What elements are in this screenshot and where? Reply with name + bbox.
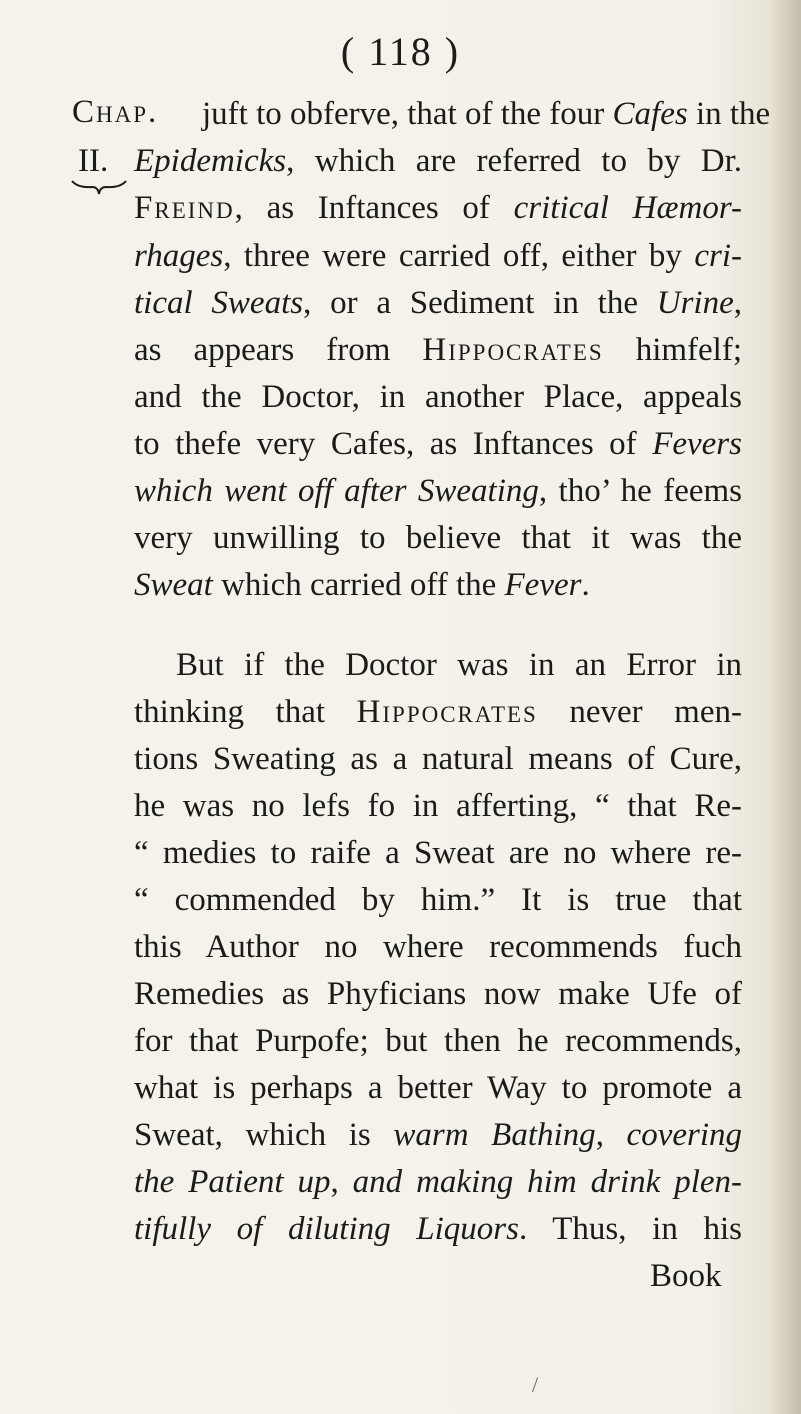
text-line-8 bbox=[134, 424, 742, 464]
text-line-9 bbox=[134, 471, 742, 511]
text-line-11 bbox=[134, 565, 590, 605]
text-line-12 bbox=[176, 645, 742, 685]
text-line-4 bbox=[134, 236, 742, 276]
line-8-italic: Fevers bbox=[652, 426, 742, 462]
line-6-smallcaps: Hippocrates bbox=[422, 332, 604, 368]
text-line-10 bbox=[134, 518, 742, 558]
text-line-20 bbox=[134, 1021, 742, 1061]
chapter-label: Chap. bbox=[72, 94, 159, 130]
chapter-number: II. bbox=[78, 143, 109, 179]
line-20-text: for that Purpofe; but then he recommends, bbox=[134, 1023, 742, 1059]
text-line-5 bbox=[134, 283, 742, 323]
line-2-text: , which are referred to by Dr. bbox=[286, 143, 742, 179]
line-3-text: , as Inftances of bbox=[234, 190, 514, 226]
catchword bbox=[650, 1256, 722, 1296]
catchword-text: Book bbox=[650, 1258, 722, 1294]
line-15-text: he was no lefs fo in afferting, “ that Re- bbox=[134, 788, 742, 824]
line-9-text: , tho’ he feems bbox=[538, 473, 742, 509]
text-line-2 bbox=[134, 141, 742, 181]
line-17-text: “ commended by him.” It is true that bbox=[134, 882, 742, 918]
text-line-3 bbox=[134, 188, 742, 228]
text-line-6 bbox=[134, 330, 742, 370]
line-4-text: , three were carried off, either by bbox=[223, 238, 695, 274]
line-11-punct: . bbox=[581, 567, 590, 603]
line-5-italic: tical Sweats bbox=[134, 285, 304, 321]
text-line-22 bbox=[134, 1115, 742, 1155]
line-23-italic-end: and making him drink plen- bbox=[352, 1164, 742, 1200]
line-12-text: But if the Doctor was in an Error in bbox=[176, 647, 742, 683]
text-line-15 bbox=[134, 786, 742, 826]
line-21-text: what is perhaps a better Way to promote a bbox=[134, 1070, 742, 1106]
line-1-italic: Cafes bbox=[612, 96, 688, 132]
text-line-21 bbox=[134, 1068, 742, 1108]
text-line-17 bbox=[134, 880, 742, 920]
text-line-16 bbox=[134, 833, 742, 873]
line-14-text: tions Sweating as a natural means of Cure, bbox=[134, 741, 742, 777]
line-11-text: which carried off the bbox=[212, 567, 505, 603]
line-6-text: as appears from bbox=[134, 332, 423, 368]
line-22-text: Sweat, which is bbox=[134, 1117, 394, 1153]
line-3-smallcaps: Freind bbox=[134, 190, 235, 226]
line-5-italic-end: Urine bbox=[656, 285, 734, 321]
line-22-punct: , bbox=[595, 1117, 627, 1153]
text-line-23 bbox=[134, 1162, 742, 1202]
line-3-italic: critical Hæmor- bbox=[513, 190, 742, 226]
line-5-punct: , bbox=[733, 285, 742, 321]
line-1-text: juft to obferve, that of the four bbox=[202, 96, 613, 132]
line-2-italic: Epidemicks bbox=[134, 143, 287, 179]
line-7-text: and the Doctor, in another Place, appeals bbox=[134, 379, 742, 415]
line-13-text-end: never men- bbox=[537, 694, 742, 730]
text-line-7 bbox=[134, 377, 742, 417]
line-4-italic: rhages bbox=[134, 238, 224, 274]
line-24-text: . Thus, in his bbox=[518, 1211, 742, 1247]
line-9-italic: which went off after Sweating bbox=[134, 473, 539, 509]
line-16-text: “ medies to raife a Sweat are no where re- bbox=[134, 835, 742, 871]
line-13-smallcaps: Hippocrates bbox=[356, 694, 538, 730]
line-4-italic-end: cri- bbox=[694, 238, 742, 274]
line-6-text-end: himfelf; bbox=[603, 332, 742, 368]
text-line-19 bbox=[134, 974, 742, 1014]
line-8-text: to thefe very Cafes, as Inftances of bbox=[134, 426, 653, 462]
text-line-24 bbox=[134, 1209, 742, 1249]
line-24-italic: tifully of diluting Liquors bbox=[134, 1211, 519, 1247]
stray-mark: / bbox=[532, 1372, 539, 1397]
line-11-italic-end: Fever bbox=[504, 567, 582, 603]
page-number: ( 118 ) bbox=[340, 29, 461, 74]
line-19-text: Remedies as Phyficians now make Ufe of bbox=[134, 976, 742, 1012]
text-line-13 bbox=[134, 692, 742, 732]
line-1-text-end: in the bbox=[687, 96, 771, 132]
page-edge-shadow bbox=[771, 0, 801, 1414]
line-10-text: very unwilling to believe that it was the bbox=[134, 520, 742, 556]
text-line-14 bbox=[134, 739, 742, 779]
line-5-text: , or a Sediment in the bbox=[303, 285, 657, 321]
line-22-italic-end: covering bbox=[626, 1117, 742, 1153]
line-11-italic: Sweat bbox=[134, 567, 213, 603]
line-22-italic: warm Bathing bbox=[393, 1117, 596, 1153]
line-13-text: thinking that bbox=[134, 694, 357, 730]
line-23-italic: the Patient up bbox=[134, 1164, 331, 1200]
line-23-punct: , bbox=[330, 1164, 353, 1200]
brace-mark bbox=[70, 178, 128, 196]
line-18-text: this Author no where recommends fuch bbox=[134, 929, 742, 965]
text-line-1 bbox=[202, 94, 771, 134]
text-line-18 bbox=[134, 927, 742, 967]
